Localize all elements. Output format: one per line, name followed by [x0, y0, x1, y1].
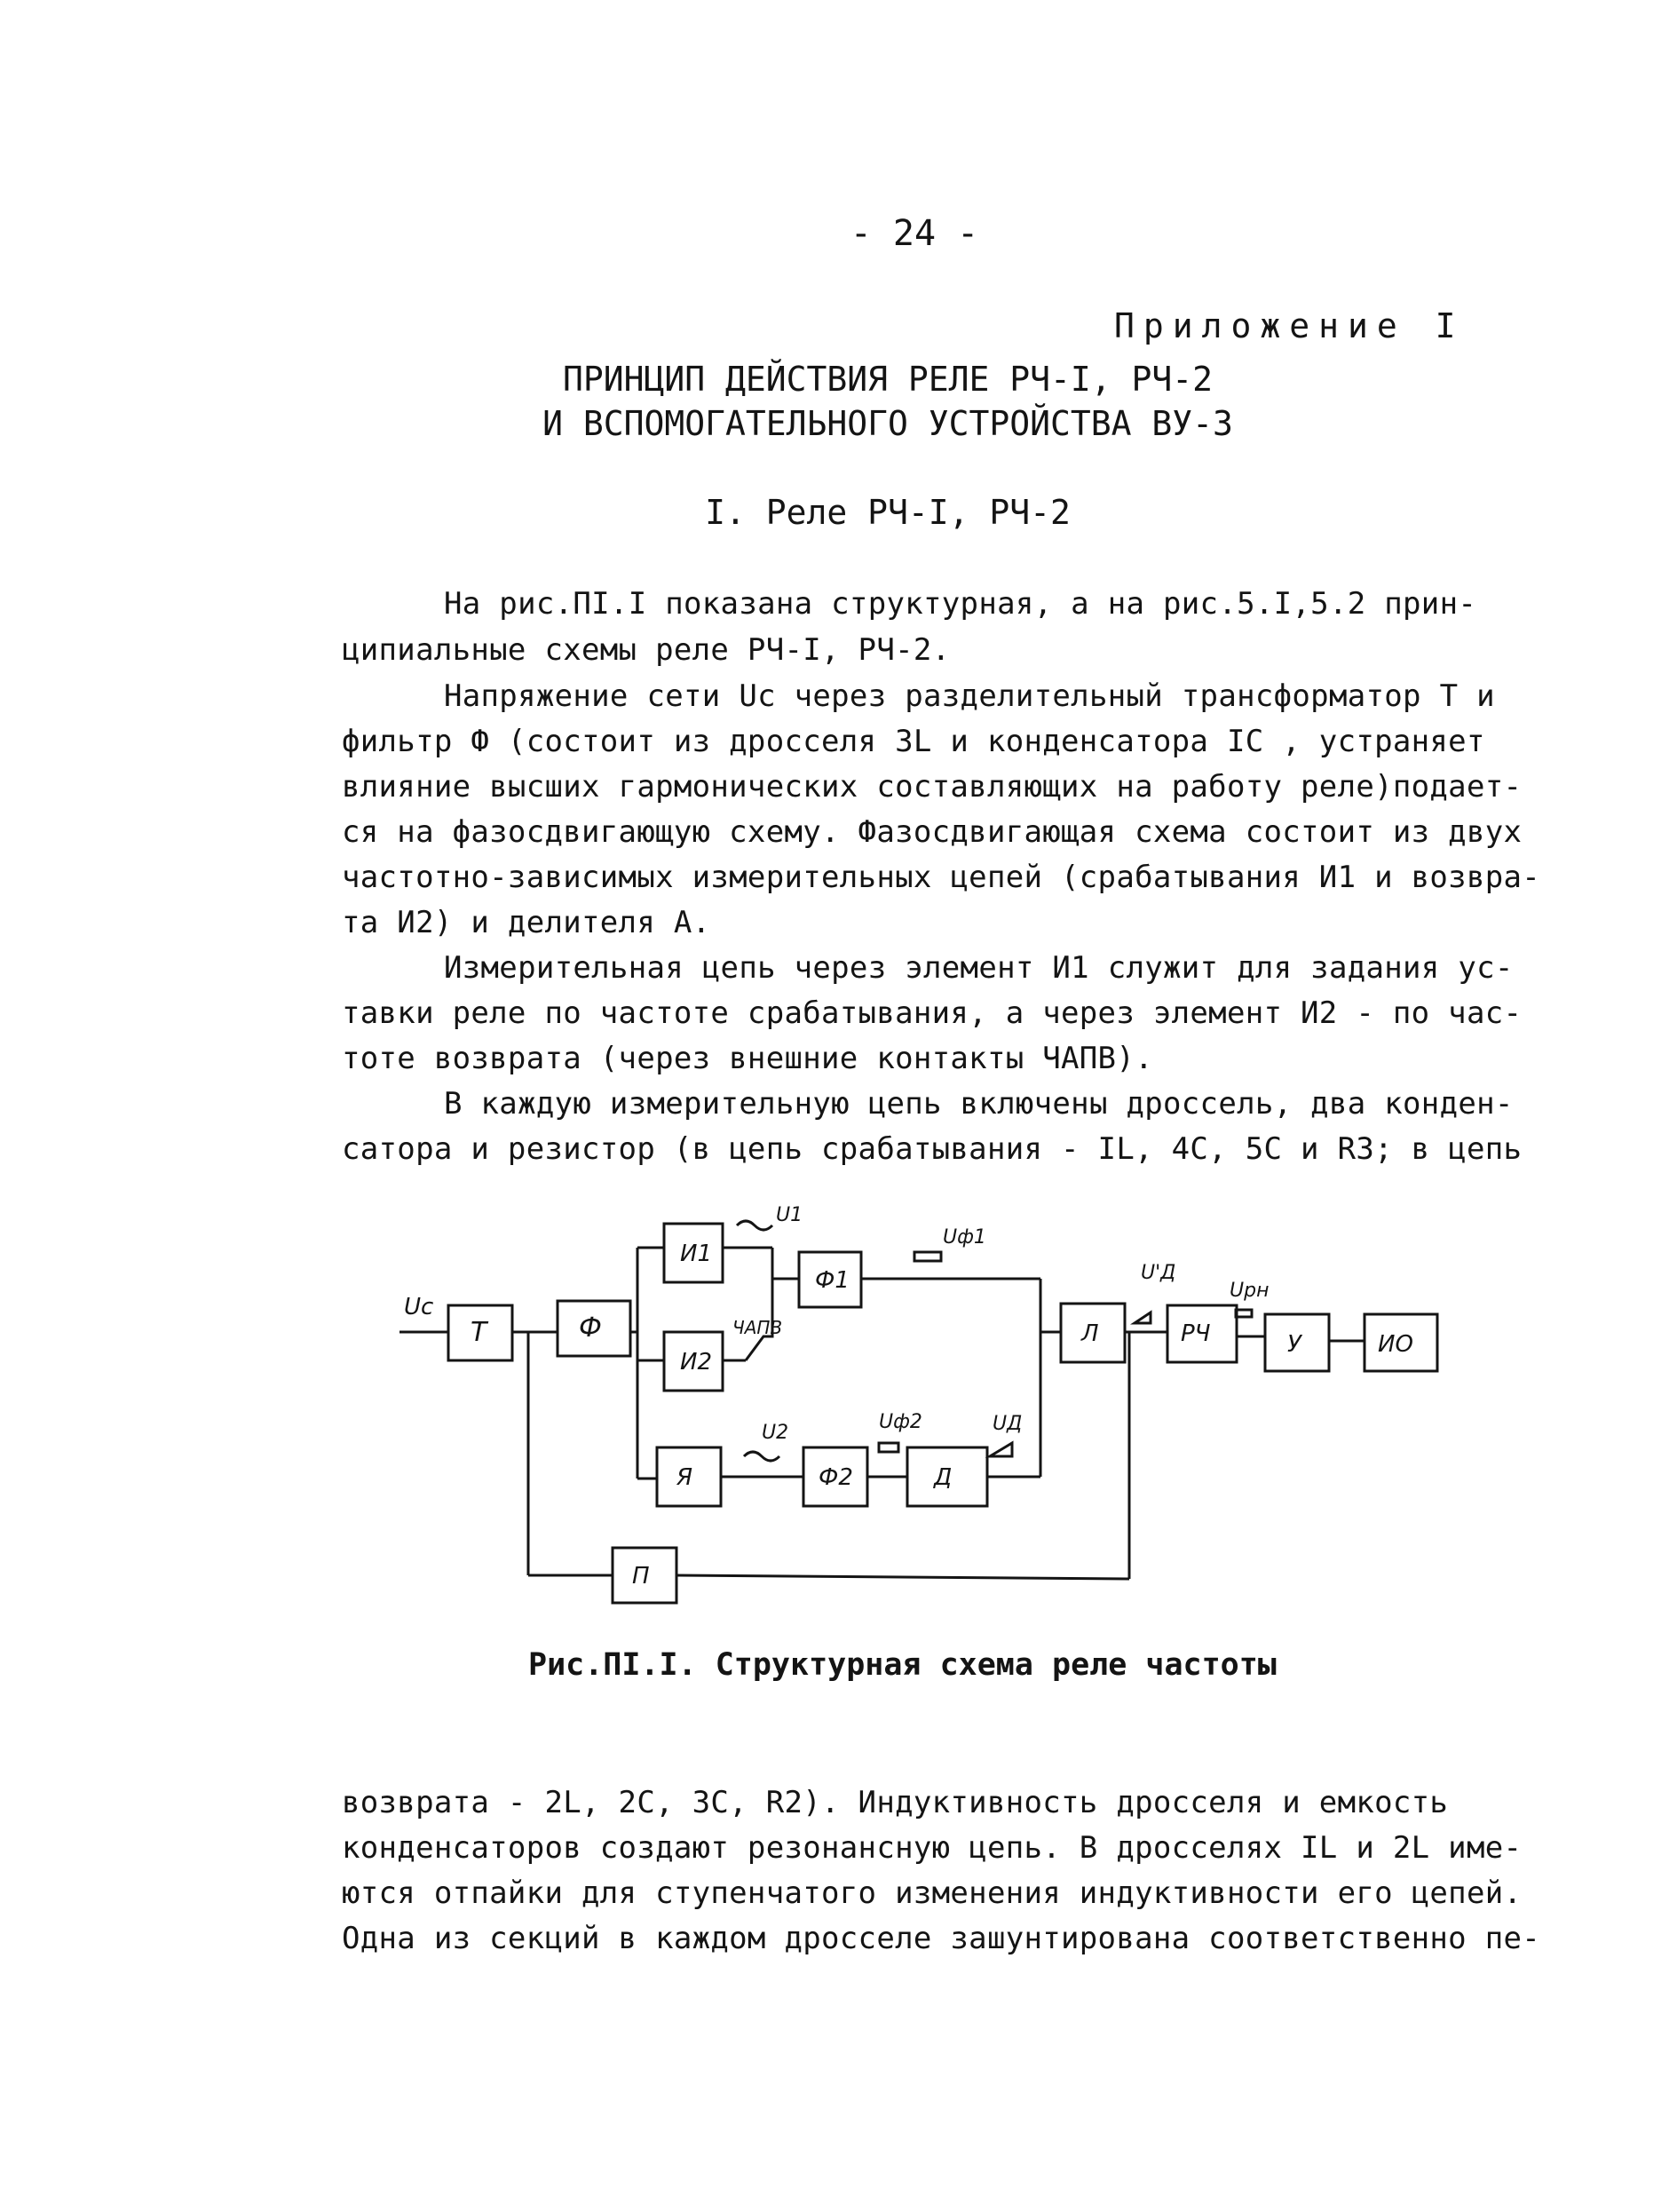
- label-i2: И2: [680, 1349, 712, 1376]
- title-line-1: ПРИНЦИП ДЕЙСТВИЯ РЕЛЕ РЧ-I, РЧ-2: [562, 360, 1214, 399]
- label-ud: UД: [993, 1413, 1023, 1435]
- body-line: фильтр Ф (состоит из дросселя 3L и конденсатора IC , устраняет: [342, 724, 1485, 759]
- body-line: Напряжение сети Uc через разделительный трансформатор Т и: [444, 678, 1495, 714]
- label-rch: РЧ: [1181, 1320, 1211, 1347]
- body-line: Измерительная цепь через элемент И1 служит для задания ус-: [444, 950, 1514, 986]
- label-chapv: ЧАПВ: [732, 1317, 783, 1338]
- label-input: Uc: [404, 1294, 434, 1320]
- label-d: Д: [934, 1464, 953, 1491]
- body-line: На рис.ПI.I показана структурная, а на рис.5.I,5.2 прин-: [444, 586, 1477, 622]
- section-heading: I. Реле РЧ-I, РЧ-2: [705, 493, 1071, 532]
- body-line: сатора и резистор (в цепь срабатывания - IL, 4C, 5C и R3; в цепь: [342, 1131, 1523, 1167]
- label-f: Ф: [579, 1312, 602, 1344]
- body-line: ся на фазосдвигающую схему. Фазосдвигающая схема состоит из двух: [342, 814, 1523, 850]
- label-f2: Ф2: [819, 1464, 853, 1491]
- figure-caption: Рис.ПI.I. Структурная схема реле частоты: [528, 1647, 1277, 1683]
- label-p: П: [632, 1563, 650, 1590]
- label-u: У: [1287, 1331, 1301, 1358]
- label-urn: Uрн: [1230, 1280, 1270, 1302]
- label-uf2: Uф2: [879, 1411, 922, 1433]
- body-line: тоте возврата (через внешние контакты ЧАПВ).: [342, 1041, 1153, 1076]
- appendix-label: Приложение I: [1114, 306, 1465, 345]
- title-line-2: И ВСПОМОГАТЕЛЬНОГО УСТРОЙСТВА ВУ-3: [542, 404, 1233, 443]
- body-line: тавки реле по частоте срабатывания, а через элемент И2 - по час-: [342, 995, 1523, 1031]
- label-t: Т: [471, 1317, 487, 1348]
- body-line: ципиальные схемы реле РЧ-I, РЧ-2.: [342, 632, 951, 668]
- label-f1: Ф1: [815, 1267, 850, 1294]
- label-a: Я: [676, 1464, 693, 1491]
- label-ud-prime: U'Д: [1141, 1262, 1176, 1284]
- label-io: ИО: [1378, 1331, 1413, 1358]
- label-i1: И1: [680, 1241, 712, 1267]
- body-line: конденсаторов создают резонансную цепь. В дросселях IL и 2L име-: [342, 1830, 1523, 1866]
- body-line: В каждую измерительную цепь включены дроссель, два конден-: [444, 1086, 1514, 1122]
- label-l: Л: [1081, 1320, 1099, 1347]
- body-line: Одна из секций в каждом дросселе зашунтирована соответственно пе-: [342, 1921, 1541, 1956]
- label-uf1: Uф1: [943, 1226, 986, 1249]
- page-number: - 24 -: [850, 213, 979, 254]
- body-line: частотно-зависимых измерительных цепей (срабатывания И1 и возвра-: [342, 860, 1541, 895]
- body-line: влияние высших гармонических составляющих на работу реле)подает-: [342, 769, 1523, 805]
- body-line: ются отпайки для ступенчатого изменения индуктивности его цепей.: [342, 1875, 1523, 1911]
- label-u2: U2: [762, 1422, 789, 1444]
- body-line: та И2) и делителя А.: [342, 905, 711, 940]
- body-line: возврата - 2L, 2C, 3C, R2). Индуктивность дросселя и емкость: [342, 1785, 1449, 1820]
- label-u1: U1: [776, 1204, 803, 1226]
